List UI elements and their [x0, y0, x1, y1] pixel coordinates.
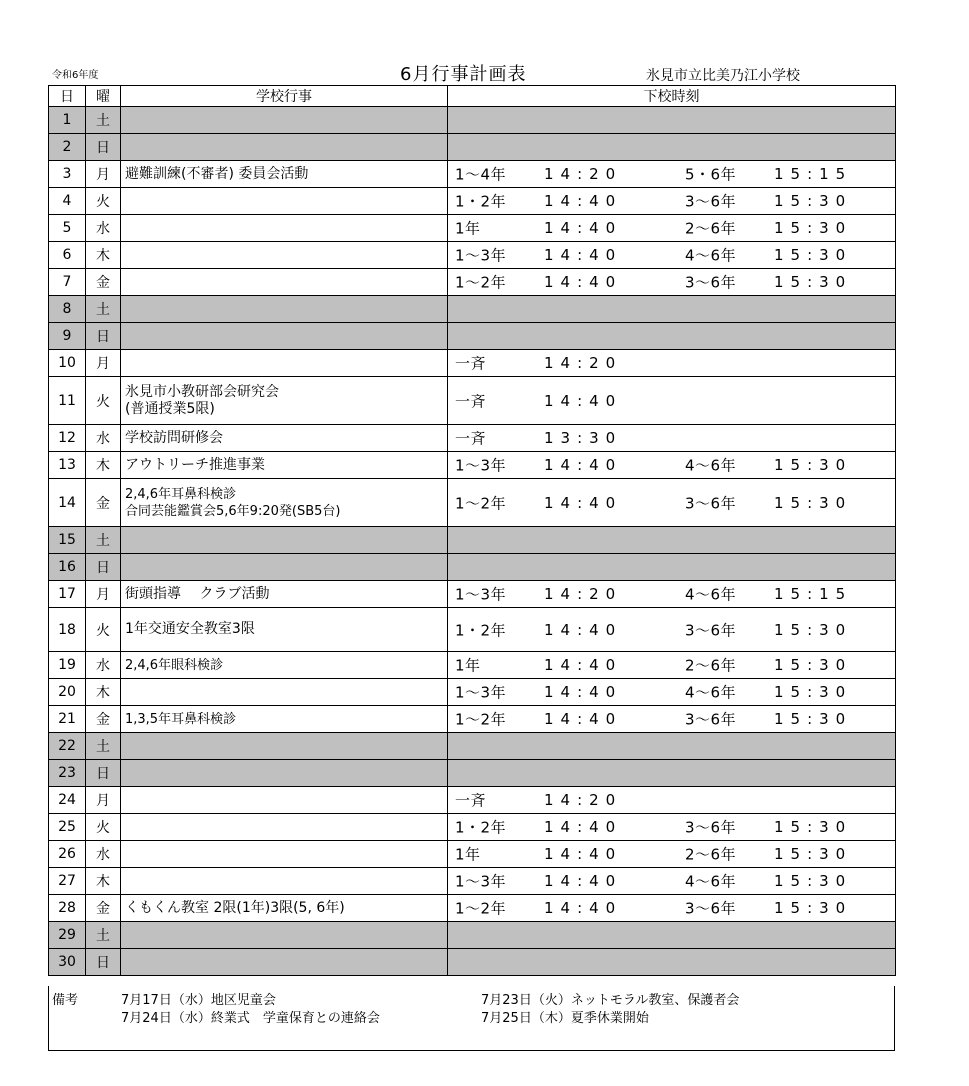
dismissal-time-1: 14:40: [544, 391, 623, 410]
dismissal-time-1: 14:20: [544, 585, 623, 603]
day-cell: 22: [49, 733, 86, 760]
dismissal-time-2: 15:30: [774, 456, 853, 474]
schedule-row: [49, 452, 896, 479]
schedule-row: [49, 895, 896, 922]
weekday-cell: 日: [86, 949, 121, 976]
dismissal-time-2: 15:30: [774, 872, 853, 890]
dismissal-time-1: 14:40: [544, 872, 623, 890]
schedule-row: [49, 479, 896, 527]
events-cell: [121, 425, 448, 452]
dismissal-time-2: 15:15: [774, 165, 853, 183]
column-header-day: 日: [49, 86, 86, 107]
events-cell: [121, 161, 448, 188]
day-cell: 7: [49, 269, 86, 296]
dismissal-grades-1: 1～3年: [455, 683, 507, 702]
dismissal-grades-1: 1～3年: [455, 246, 507, 265]
schedule-row: [49, 841, 896, 868]
day-cell: 30: [49, 949, 86, 976]
dismissal-grades-2: 4～6年: [685, 246, 737, 265]
note-item: 7月23日（火）ネットモラル教室、保護者会: [481, 993, 740, 1008]
dismissal-time-2: 15:30: [774, 683, 853, 701]
events-cell: [121, 107, 448, 134]
dismissal-time-2: 15:30: [774, 899, 853, 917]
weekday-cell: 水: [86, 652, 121, 679]
weekday-cell: 火: [86, 608, 121, 652]
dismissal-grades-1: 1～4年: [455, 165, 507, 184]
dismissal-cell: [448, 841, 896, 868]
day-cell: 16: [49, 554, 86, 581]
weekday-cell: 木: [86, 452, 121, 479]
dismissal-grades-2: 3～6年: [685, 192, 737, 211]
events-cell: [121, 679, 448, 706]
weekday-cell: 金: [86, 895, 121, 922]
dismissal-grades-1: 一斉: [455, 791, 487, 810]
day-cell: 12: [49, 425, 86, 452]
events-cell: [121, 814, 448, 841]
dismissal-grades-1: 1～2年: [455, 273, 507, 292]
events-cell: [121, 608, 448, 652]
schedule-row: [49, 922, 896, 949]
weekday-cell: 土: [86, 527, 121, 554]
dismissal-grades-1: 一斉: [455, 392, 487, 410]
dismissal-grades-2: 4～6年: [685, 456, 737, 475]
weekday-cell: 木: [86, 679, 121, 706]
dismissal-time-1: 14:40: [544, 683, 623, 701]
events-cell: [121, 787, 448, 814]
events-cell: [121, 215, 448, 242]
events-cell: [121, 452, 448, 479]
events-cell: [121, 949, 448, 976]
events-cell: [121, 323, 448, 350]
schedule-row: [49, 554, 896, 581]
dismissal-grades-2: 2～6年: [685, 656, 737, 675]
day-cell: 11: [49, 377, 86, 425]
day-cell: 19: [49, 652, 86, 679]
dismissal-grades-2: 5・6年: [685, 165, 737, 184]
weekday-cell: 火: [86, 814, 121, 841]
schedule-row: [49, 215, 896, 242]
day-cell: 18: [49, 608, 86, 652]
dismissal-cell: [448, 733, 896, 760]
dismissal-grades-1: 1～3年: [455, 872, 507, 891]
dismissal-grades-1: 1～2年: [455, 710, 507, 729]
dismissal-grades-1: 1年: [455, 656, 481, 675]
day-cell: 1: [49, 107, 86, 134]
dismissal-grades-1: 1年: [455, 219, 481, 238]
day-cell: 15: [49, 527, 86, 554]
dismissal-cell: [448, 706, 896, 733]
schedule-table: [48, 85, 896, 976]
weekday-cell: 木: [86, 868, 121, 895]
event-text: 2,4,6年耳鼻科検診: [125, 486, 237, 502]
events-cell: [121, 269, 448, 296]
day-cell: 3: [49, 161, 86, 188]
schedule-row: [49, 377, 896, 425]
schedule-row: [49, 425, 896, 452]
school-name: 氷見市立比美乃江小学校: [646, 68, 800, 84]
dismissal-grades-1: 1・2年: [455, 818, 507, 837]
dismissal-grades-2: 3～6年: [685, 818, 737, 837]
schedule-row: [49, 350, 896, 377]
weekday-cell: 金: [86, 706, 121, 733]
day-cell: 25: [49, 814, 86, 841]
dismissal-time-2: 15:30: [774, 620, 853, 639]
weekday-cell: 土: [86, 107, 121, 134]
dismissal-grades-2: 4～6年: [685, 872, 737, 891]
column-header-dismissal: 下校時刻: [448, 86, 896, 107]
schedule-row: [49, 760, 896, 787]
event-text: 1,3,5年耳鼻科検診: [125, 711, 237, 727]
dismissal-grades-1: 1～3年: [455, 456, 507, 475]
events-cell: [121, 733, 448, 760]
column-header-events: 学校行事: [121, 86, 448, 107]
dismissal-cell: [448, 868, 896, 895]
events-cell: [121, 479, 448, 527]
day-cell: 28: [49, 895, 86, 922]
dismissal-cell: [448, 452, 896, 479]
dismissal-cell: [448, 107, 896, 134]
dismissal-time-1: 14:40: [544, 710, 623, 728]
event-text: 2,4,6年眼科検診: [125, 657, 224, 673]
event-text: 1年交通安全教室3限: [125, 621, 255, 637]
dismissal-time-1: 14:40: [544, 845, 623, 863]
dismissal-time-1: 13:30: [544, 429, 623, 447]
dismissal-grades-2: 2～6年: [685, 845, 737, 864]
event-text: (普通授業5限): [125, 400, 215, 417]
dismissal-cell: [448, 527, 896, 554]
weekday-cell: 水: [86, 425, 121, 452]
day-cell: 21: [49, 706, 86, 733]
dismissal-cell: [448, 188, 896, 215]
weekday-cell: 土: [86, 296, 121, 323]
dismissal-time-1: 14:40: [544, 899, 623, 917]
schedule-body: [49, 107, 896, 976]
dismissal-grades-1: 1年: [455, 845, 481, 864]
events-cell: [121, 527, 448, 554]
page-title: 6月行事計画表: [400, 64, 527, 85]
dismissal-time-2: 15:30: [774, 656, 853, 674]
event-text: 合同芸能鑑賞会5,6年9:20発(SB5台): [125, 503, 341, 519]
dismissal-grades-2: 4～6年: [685, 585, 737, 604]
day-cell: 20: [49, 679, 86, 706]
dismissal-cell: [448, 479, 896, 527]
dismissal-cell: [448, 296, 896, 323]
schedule-row: [49, 323, 896, 350]
events-cell: [121, 760, 448, 787]
events-cell: [121, 377, 448, 425]
dismissal-time-2: 15:30: [774, 273, 853, 291]
dismissal-time-1: 14:40: [544, 219, 623, 237]
dismissal-time-2: 15:30: [774, 818, 853, 836]
schedule-row: [49, 161, 896, 188]
events-cell: [121, 134, 448, 161]
dismissal-grades-1: 1・2年: [455, 192, 507, 211]
schedule-row: [49, 242, 896, 269]
dismissal-cell: [448, 814, 896, 841]
weekday-cell: 金: [86, 479, 121, 527]
schedule-row: [49, 679, 896, 706]
schedule-row: [49, 188, 896, 215]
dismissal-time-2: 15:30: [774, 493, 853, 512]
fiscal-year-label: 令和6年度: [52, 70, 99, 81]
event-text: くもくん教室 2限(1年)3限(5, 6年): [125, 899, 345, 916]
dismissal-cell: [448, 787, 896, 814]
schedule-row: [49, 608, 896, 652]
events-cell: [121, 188, 448, 215]
weekday-cell: 水: [86, 215, 121, 242]
event-text: アウトリーチ推進事業: [125, 456, 265, 473]
notes-label: 備考: [52, 993, 79, 1008]
events-cell: [121, 242, 448, 269]
column-header-weekday: 曜: [86, 86, 121, 107]
dismissal-cell: [448, 608, 896, 652]
weekday-cell: 水: [86, 841, 121, 868]
dismissal-time-1: 14:40: [544, 273, 623, 291]
weekday-cell: 木: [86, 242, 121, 269]
schedule-row: [49, 134, 896, 161]
dismissal-grades-2: 3～6年: [685, 273, 737, 292]
dismissal-time-1: 14:20: [544, 791, 623, 809]
dismissal-cell: [448, 554, 896, 581]
events-cell: [121, 841, 448, 868]
schedule-row: [49, 733, 896, 760]
schedule-row: [49, 868, 896, 895]
day-cell: 26: [49, 841, 86, 868]
weekday-cell: 月: [86, 581, 121, 608]
event-text: 街頭指導 クラブ活動: [125, 585, 270, 602]
day-cell: 5: [49, 215, 86, 242]
dismissal-time-2: 15:30: [774, 845, 853, 863]
dismissal-cell: [448, 652, 896, 679]
schedule-row: [49, 296, 896, 323]
events-cell: [121, 296, 448, 323]
weekday-cell: 月: [86, 350, 121, 377]
dismissal-grades-2: 3～6年: [685, 710, 737, 729]
dismissal-grades-1: 1・2年: [455, 621, 507, 639]
day-cell: 13: [49, 452, 86, 479]
dismissal-time-1: 14:40: [544, 456, 623, 474]
weekday-cell: 月: [86, 161, 121, 188]
weekday-cell: 日: [86, 760, 121, 787]
dismissal-time-1: 14:40: [544, 620, 623, 639]
weekday-cell: 金: [86, 269, 121, 296]
weekday-cell: 土: [86, 733, 121, 760]
schedule-row: [49, 787, 896, 814]
dismissal-grades-2: 4～6年: [685, 683, 737, 702]
events-cell: [121, 581, 448, 608]
dismissal-time-2: 15:30: [774, 192, 853, 210]
day-cell: 14: [49, 479, 86, 527]
day-cell: 2: [49, 134, 86, 161]
dismissal-cell: [448, 922, 896, 949]
weekday-cell: 日: [86, 554, 121, 581]
event-text: 学校訪問研修会: [125, 429, 223, 446]
day-cell: 6: [49, 242, 86, 269]
events-cell: [121, 706, 448, 733]
dismissal-grades-1: 1～2年: [455, 494, 507, 512]
dismissal-time-2: 15:15: [774, 585, 853, 603]
dismissal-grades-2: 2～6年: [685, 219, 737, 238]
day-cell: 9: [49, 323, 86, 350]
dismissal-cell: [448, 377, 896, 425]
day-cell: 24: [49, 787, 86, 814]
events-cell: [121, 868, 448, 895]
event-text: 避難訓練(不審者) 委員会活動: [125, 165, 309, 182]
event-text: 氷見市小教研部会研究会: [125, 383, 279, 400]
schedule-row: [49, 581, 896, 608]
day-cell: 4: [49, 188, 86, 215]
events-cell: [121, 652, 448, 679]
weekday-cell: 日: [86, 134, 121, 161]
events-cell: [121, 350, 448, 377]
note-item: 7月25日（木）夏季休業開始: [481, 1011, 649, 1026]
dismissal-cell: [448, 242, 896, 269]
dismissal-grades-2: 3～6年: [685, 621, 737, 639]
schedule-row: [49, 949, 896, 976]
weekday-cell: 土: [86, 922, 121, 949]
dismissal-time-1: 14:40: [544, 493, 623, 512]
weekday-cell: 火: [86, 188, 121, 215]
dismissal-cell: [448, 350, 896, 377]
dismissal-cell: [448, 760, 896, 787]
schedule-row: [49, 527, 896, 554]
day-cell: 27: [49, 868, 86, 895]
events-cell: [121, 895, 448, 922]
dismissal-cell: [448, 161, 896, 188]
header-row: [49, 86, 896, 107]
note-item: 7月17日（水）地区児童会: [121, 993, 276, 1008]
dismissal-cell: [448, 679, 896, 706]
schedule-row: [49, 652, 896, 679]
dismissal-time-1: 14:40: [544, 656, 623, 674]
dismissal-grades-2: 3～6年: [685, 899, 737, 918]
schedule-row: [49, 269, 896, 296]
schedule-row: [49, 814, 896, 841]
dismissal-cell: [448, 425, 896, 452]
dismissal-cell: [448, 581, 896, 608]
dismissal-time-2: 15:30: [774, 710, 853, 728]
dismissal-cell: [448, 134, 896, 161]
dismissal-cell: [448, 215, 896, 242]
day-cell: 10: [49, 350, 86, 377]
dismissal-time-1: 14:40: [544, 192, 623, 210]
dismissal-cell: [448, 895, 896, 922]
day-cell: 29: [49, 922, 86, 949]
schedule-row: [49, 107, 896, 134]
dismissal-time-1: 14:20: [544, 354, 623, 372]
dismissal-time-2: 15:30: [774, 219, 853, 237]
dismissal-grades-1: 1～2年: [455, 899, 507, 918]
schedule-row: [49, 706, 896, 733]
notes-section: [48, 986, 895, 1051]
note-item: 7月24日（水）終業式 学童保育との連絡会: [121, 1011, 380, 1026]
dismissal-grades-1: 1～3年: [455, 585, 507, 604]
dismissal-grades-2: 3～6年: [685, 494, 737, 512]
weekday-cell: 日: [86, 323, 121, 350]
dismissal-time-1: 14:40: [544, 246, 623, 264]
dismissal-grades-1: 一斉: [455, 429, 487, 448]
dismissal-time-1: 14:20: [544, 165, 623, 183]
weekday-cell: 月: [86, 787, 121, 814]
day-cell: 23: [49, 760, 86, 787]
day-cell: 8: [49, 296, 86, 323]
weekday-cell: 火: [86, 377, 121, 425]
events-cell: [121, 554, 448, 581]
dismissal-grades-1: 一斉: [455, 354, 487, 373]
dismissal-time-2: 15:30: [774, 246, 853, 264]
dismissal-cell: [448, 269, 896, 296]
dismissal-time-1: 14:40: [544, 818, 623, 836]
dismissal-cell: [448, 323, 896, 350]
events-cell: [121, 922, 448, 949]
day-cell: 17: [49, 581, 86, 608]
dismissal-cell: [448, 949, 896, 976]
